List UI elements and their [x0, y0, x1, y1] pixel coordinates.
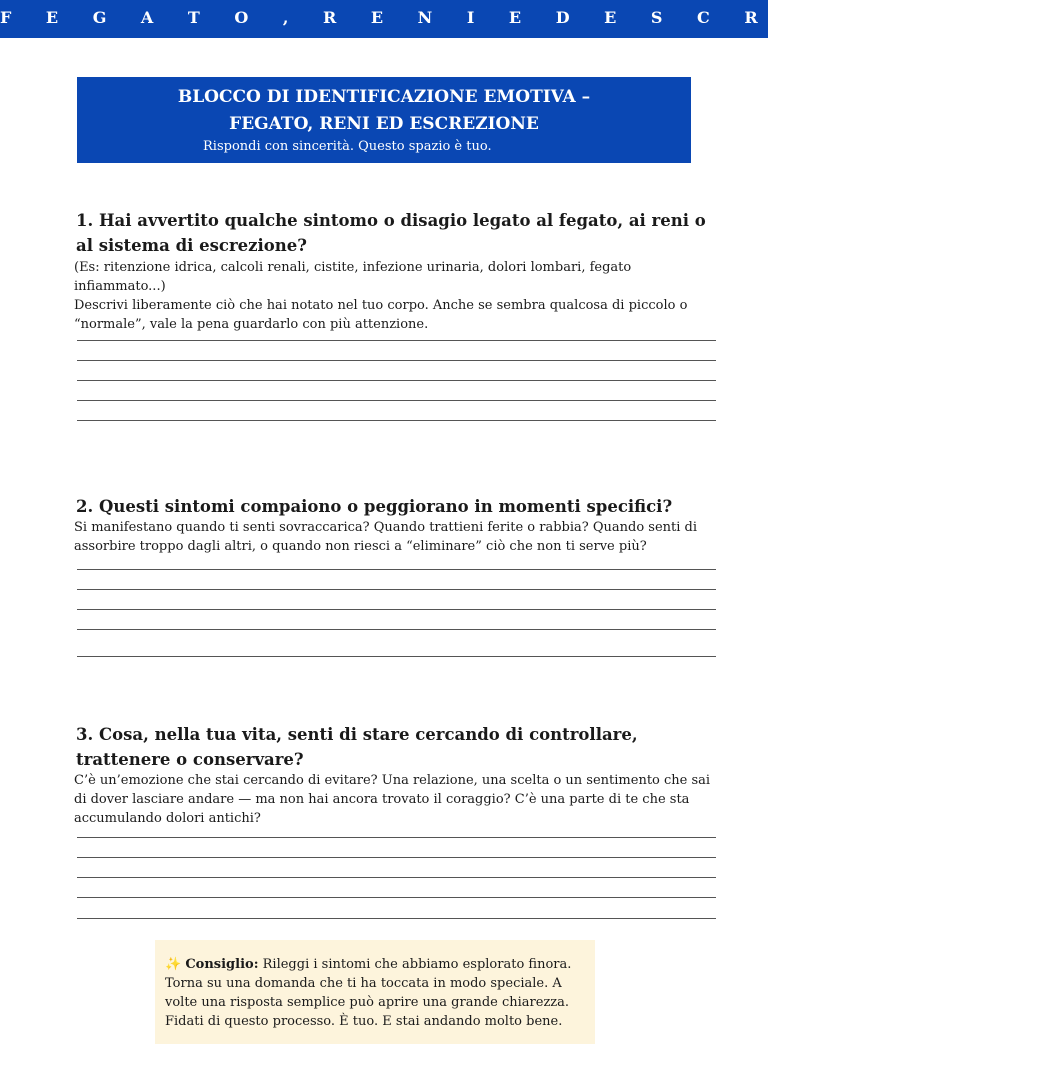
question-3-title: 3. Cosa, nella tua vita, senti di stare cercando di controllare, trattenere o conservare?: [76, 725, 638, 769]
answer-line[interactable]: [77, 569, 716, 570]
answer-line[interactable]: [77, 837, 716, 838]
answer-line[interactable]: [77, 340, 716, 341]
question-1-examples: (Es: ritenzione idrica, calcoli renali, cistite, infezione urinaria, dolori lombari, fegato infiammato...): [74, 260, 632, 294]
banner-subtitle: Rispondi con sincerità. Questo spazio è tuo.: [203, 139, 492, 154]
answer-line[interactable]: [77, 400, 716, 401]
answer-line[interactable]: [77, 380, 716, 381]
tip-box: [155, 940, 595, 1044]
tip-text: [165, 955, 595, 1031]
question-1-prompt: Descrivi liberamente ciò che hai notato nel tuo corpo. Anche se sembra qualcosa di piccolo o “normale”, vale la pena guardarlo con più attenzione.: [74, 298, 688, 332]
question-3-prompt: C’è un’emozione che stai cercando di evitare? Una relazione, una scelta o un sentimento che sai di dover lasciare andare — ma non hai ancora trovato il coraggio? C’è una parte di te che sta accumulando dolori antichi?: [74, 773, 711, 826]
answer-line[interactable]: [77, 918, 716, 919]
answer-line[interactable]: [77, 420, 716, 421]
question-2-title: 2. Questi sintomi compaiono o peggiorano in momenti specifici?: [76, 497, 673, 516]
answer-line[interactable]: [77, 360, 716, 361]
header-title: F E G A T O , R E N I E D E S C R E Z I O N E: [0, 8, 1052, 27]
answer-line[interactable]: [77, 656, 716, 657]
tip-label: Consiglio:: [185, 957, 259, 972]
question-1-title: 1. Hai avvertito qualche sintomo o disagio legato al fegato, ai reni o al sistema di escrezione?: [76, 211, 706, 255]
sparkles-icon: ✨: [165, 957, 182, 972]
answer-line[interactable]: [77, 877, 716, 878]
tip-closing: Fidati di questo processo. È tuo. E stai andando molto bene.: [165, 1014, 563, 1029]
answer-line[interactable]: [77, 609, 716, 610]
answer-line[interactable]: [77, 857, 716, 858]
title-banner: [77, 77, 691, 163]
question-2-prompt: Si manifestano quando ti senti sovraccarica? Quando trattieni ferite o rabbia? Quando senti di assorbire troppo dagli altri, o quando non riesci a “eliminare” ciò che non ti serve più?: [74, 520, 698, 554]
banner-title-line-2: FEGATO, RENI ED ESCREZIONE: [229, 114, 539, 134]
answer-line[interactable]: [77, 897, 716, 898]
top-header-bar: [0, 0, 1052, 38]
banner-title-line-1: BLOCCO DI IDENTIFICAZIONE EMOTIVA –: [177, 87, 591, 107]
answer-line[interactable]: [77, 589, 716, 590]
answer-line[interactable]: [77, 629, 716, 630]
tip-body: Rileggi i sintomi che abbiamo esplorato finora. Torna su una domanda che ti ha toccata in modo speciale. A volte una risposta semplice può aprire una grande chiarezza.: [165, 957, 572, 1010]
